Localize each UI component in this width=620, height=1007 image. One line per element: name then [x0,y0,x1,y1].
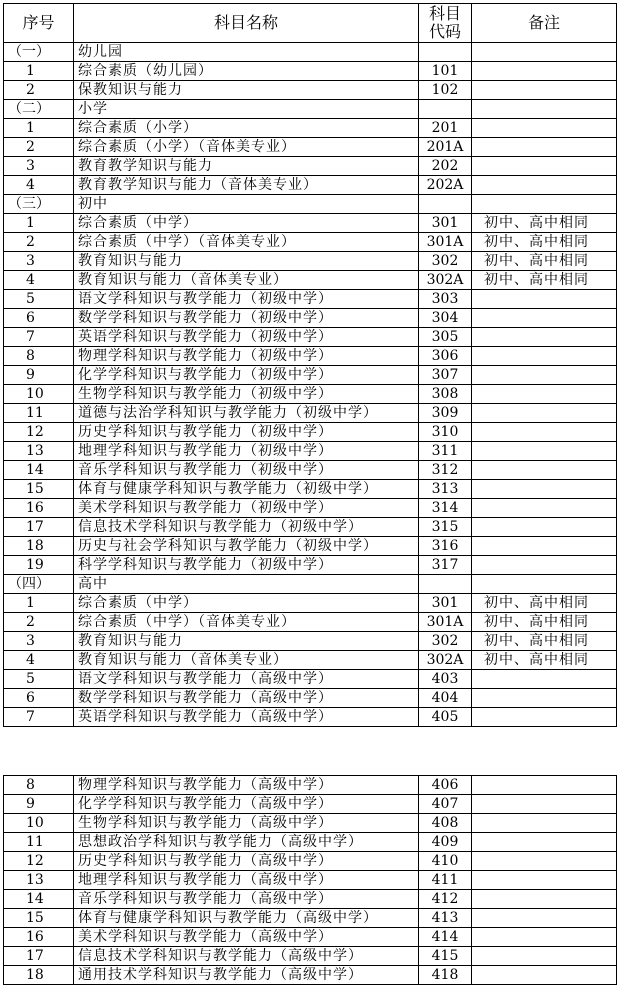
remarks-cell [472,290,617,309]
subject-name-cell: 生物学科知识与教学能力（初级中学） [74,385,419,404]
serial-number-cell: 7 [4,328,74,347]
table-row [4,252,617,271]
remarks-cell [472,81,617,100]
subject-name-cell: 化学学科知识与教学能力（高级中学） [74,795,419,814]
subject-code-cell [419,575,472,594]
serial-number-cell: 1 [4,62,74,81]
subject-name-cell: 语文学科知识与教学能力（高级中学） [74,670,419,689]
subject-name-cell: 历史学科知识与教学能力（初级中学） [74,423,419,442]
subject-code-cell: 418 [419,966,472,985]
subject-code-cell: 302 [419,632,472,651]
subject-code-cell: 311 [419,442,472,461]
remarks-cell: 初中、高中相同 [472,613,617,632]
subject-name-cell: 教育教学知识与能力（音体美专业） [74,176,419,195]
subject-code-cell: 406 [419,776,472,795]
header-subject-code-line2: 代码 [428,22,461,41]
subject-code-cell: 405 [419,708,472,727]
serial-number-cell: 9 [4,366,74,385]
table-row [4,556,617,575]
subject-code-cell: 313 [419,480,472,499]
serial-number-cell: （四） [4,575,74,594]
subject-name-cell: 音乐学科知识与教学能力（初级中学） [74,461,419,480]
subject-code-cell: 202 [419,157,472,176]
serial-number-cell: 17 [4,518,74,537]
table-row [4,347,617,366]
remarks-cell: 初中、高中相同 [472,252,617,271]
serial-number-cell: 16 [4,499,74,518]
remarks-cell [472,461,617,480]
serial-number-cell: （一） [4,43,74,62]
subject-table-part-2 [3,775,617,985]
remarks-cell [472,62,617,81]
remarks-cell [472,795,617,814]
remarks-cell [472,138,617,157]
subject-name-cell: 综合素质（中学） [74,214,419,233]
remarks-cell: 初中、高中相同 [472,271,617,290]
subject-code-cell: 101 [419,62,472,81]
header-subject-code-line1: 科目 [428,4,461,23]
subject-name-cell: 英语学科知识与教学能力（高级中学） [74,708,419,727]
subject-code-cell [419,195,472,214]
subject-code-cell: 312 [419,461,472,480]
subject-name-cell: 数学学科知识与教学能力（初级中学） [74,309,419,328]
remarks-cell: 初中、高中相同 [472,233,617,252]
remarks-cell [472,966,617,985]
table-row [4,81,617,100]
subject-code-cell: 201 [419,119,472,138]
remarks-cell: 初中、高中相同 [472,651,617,670]
remarks-cell [472,328,617,347]
section-row [4,575,617,594]
serial-number-cell: 5 [4,670,74,689]
table-row [4,366,617,385]
subject-code-cell: 304 [419,309,472,328]
remarks-cell [472,909,617,928]
subject-name-cell: 数学学科知识与教学能力（高级中学） [74,689,419,708]
remarks-cell [472,43,617,62]
table-row [4,385,617,404]
serial-number-cell: 13 [4,871,74,890]
table-body-part-1 [4,43,617,727]
subject-name-cell: 初中 [74,195,419,214]
serial-number-cell: 16 [4,928,74,947]
subject-name-cell: 教育知识与能力（音体美专业） [74,271,419,290]
serial-number-cell: 19 [4,556,74,575]
subject-name-cell: 历史学科知识与教学能力（高级中学） [74,852,419,871]
table-row [4,708,617,727]
section-row [4,100,617,119]
table-row [4,537,617,556]
subject-code-cell: 303 [419,290,472,309]
subject-name-cell: 思想政治学科知识与教学能力（高级中学） [74,833,419,852]
serial-number-cell: 3 [4,252,74,271]
remarks-cell [472,100,617,119]
header-subject-code [419,4,472,43]
remarks-cell [472,776,617,795]
subject-code-cell: 201A [419,138,472,157]
subject-code-cell: 308 [419,385,472,404]
serial-number-cell: 7 [4,708,74,727]
subject-name-cell: 综合素质（中学） [74,594,419,613]
subject-name-cell: 综合素质（小学） [74,119,419,138]
table-row [4,442,617,461]
subject-code-cell: 307 [419,366,472,385]
serial-number-cell: 3 [4,157,74,176]
subject-name-cell: 科学学科知识与教学能力（初级中学） [74,556,419,575]
subject-table-part-1 [3,3,617,727]
subject-code-cell: 305 [419,328,472,347]
subject-code-cell: 404 [419,689,472,708]
table-row [4,594,617,613]
subject-name-cell: 物理学科知识与教学能力（初级中学） [74,347,419,366]
serial-number-cell: 6 [4,309,74,328]
subject-name-cell: 教育知识与能力 [74,632,419,651]
table-row [4,157,617,176]
table-row [4,632,617,651]
subject-name-cell: 小学 [74,100,419,119]
subject-code-cell: 302A [419,271,472,290]
serial-number-cell: 11 [4,404,74,423]
table-row [4,423,617,442]
subject-name-cell: 地理学科知识与教学能力（初级中学） [74,442,419,461]
remarks-cell [472,518,617,537]
serial-number-cell: 14 [4,461,74,480]
table-row [4,214,617,233]
table-row [4,776,617,795]
serial-number-cell: 3 [4,632,74,651]
subject-code-cell: 403 [419,670,472,689]
subject-name-cell: 综合素质（小学）（音体美专业） [74,138,419,157]
header-remarks: 备注 [472,4,617,43]
subject-code-cell: 415 [419,947,472,966]
subject-code-cell: 408 [419,814,472,833]
remarks-cell [472,157,617,176]
table-row [4,966,617,985]
subject-name-cell: 高中 [74,575,419,594]
remarks-cell: 初中、高中相同 [472,632,617,651]
subject-name-cell: 综合素质（中学）（音体美专业） [74,233,419,252]
serial-number-cell: 1 [4,214,74,233]
subject-name-cell: 教育知识与能力 [74,252,419,271]
remarks-cell [472,708,617,727]
table-row [4,62,617,81]
serial-number-cell: 2 [4,81,74,100]
table-row [4,309,617,328]
serial-number-cell: 10 [4,814,74,833]
serial-number-cell: 1 [4,119,74,138]
remarks-cell: 初中、高中相同 [472,594,617,613]
table-row [4,795,617,814]
subject-name-cell: 信息技术学科知识与教学能力（高级中学） [74,947,419,966]
remarks-cell [472,404,617,423]
subject-code-cell: 413 [419,909,472,928]
table-row [4,328,617,347]
remarks-cell [472,195,617,214]
subject-name-cell: 信息技术学科知识与教学能力（初级中学） [74,518,419,537]
serial-number-cell: 8 [4,347,74,366]
remarks-cell [472,537,617,556]
subject-code-cell: 202A [419,176,472,195]
subject-code-cell: 310 [419,423,472,442]
remarks-cell [472,499,617,518]
table-row [4,233,617,252]
table-row [4,138,617,157]
subject-name-cell: 音乐学科知识与教学能力（高级中学） [74,890,419,909]
subject-code-cell [419,43,472,62]
subject-name-cell: 美术学科知识与教学能力（初级中学） [74,499,419,518]
serial-number-cell: 8 [4,776,74,795]
table-row [4,947,617,966]
serial-number-cell: 2 [4,233,74,252]
subject-code-cell: 414 [419,928,472,947]
subject-code-cell: 302 [419,252,472,271]
table-row [4,833,617,852]
remarks-cell [472,852,617,871]
header-serial-number: 序号 [4,4,74,43]
header-subject-name: 科目名称 [74,4,419,43]
subject-code-cell: 301A [419,613,472,632]
section-row [4,43,617,62]
table-body-part-2 [4,776,617,985]
remarks-cell [472,442,617,461]
remarks-cell [472,890,617,909]
subject-code-cell [419,100,472,119]
subject-code-cell: 412 [419,890,472,909]
serial-number-cell: 15 [4,909,74,928]
subject-code-cell: 301A [419,233,472,252]
remarks-cell [472,366,617,385]
subject-name-cell: 化学学科知识与教学能力（初级中学） [74,366,419,385]
table-row [4,119,617,138]
table-header-row [4,4,617,43]
section-row [4,195,617,214]
subject-name-cell: 语文学科知识与教学能力（初级中学） [74,290,419,309]
table-row [4,909,617,928]
subject-name-cell: 美术学科知识与教学能力（高级中学） [74,928,419,947]
subject-code-cell: 102 [419,81,472,100]
subject-code-cell: 407 [419,795,472,814]
remarks-cell [472,814,617,833]
serial-number-cell: 12 [4,852,74,871]
subject-code-cell: 410 [419,852,472,871]
subject-code-cell: 409 [419,833,472,852]
serial-number-cell: （三） [4,195,74,214]
table-row [4,670,617,689]
remarks-cell [472,670,617,689]
serial-number-cell: 4 [4,651,74,670]
remarks-cell [472,575,617,594]
subject-name-cell: 教育教学知识与能力 [74,157,419,176]
serial-number-cell: 15 [4,480,74,499]
serial-number-cell: 17 [4,947,74,966]
remarks-cell [472,833,617,852]
serial-number-cell: 14 [4,890,74,909]
remarks-cell [472,556,617,575]
remarks-cell [472,871,617,890]
table-row [4,461,617,480]
table-row [4,518,617,537]
subject-name-cell: 道德与法治学科知识与教学能力（初级中学） [74,404,419,423]
table-row [4,689,617,708]
serial-number-cell: （二） [4,100,74,119]
table-row [4,613,617,632]
remarks-cell: 初中、高中相同 [472,214,617,233]
subject-name-cell: 通用技术学科知识与教学能力（高级中学） [74,966,419,985]
table-row [4,871,617,890]
serial-number-cell: 2 [4,138,74,157]
table-row [4,814,617,833]
subject-name-cell: 综合素质（幼儿园） [74,62,419,81]
table-row [4,290,617,309]
serial-number-cell: 9 [4,795,74,814]
subject-code-cell: 301 [419,594,472,613]
table-row [4,852,617,871]
table-row [4,928,617,947]
serial-number-cell: 5 [4,290,74,309]
remarks-cell [472,928,617,947]
serial-number-cell: 6 [4,689,74,708]
serial-number-cell: 18 [4,537,74,556]
serial-number-cell: 1 [4,594,74,613]
remarks-cell [472,947,617,966]
subject-code-cell: 306 [419,347,472,366]
remarks-cell [472,119,617,138]
remarks-cell [472,309,617,328]
remarks-cell [472,480,617,499]
subject-code-cell: 309 [419,404,472,423]
serial-number-cell: 13 [4,442,74,461]
subject-name-cell: 综合素质（中学）（音体美专业） [74,613,419,632]
table-row [4,404,617,423]
table-row [4,499,617,518]
subject-name-cell: 体育与健康学科知识与教学能力（高级中学） [74,909,419,928]
subject-code-cell: 317 [419,556,472,575]
serial-number-cell: 2 [4,613,74,632]
subject-code-cell: 314 [419,499,472,518]
serial-number-cell: 18 [4,966,74,985]
subject-name-cell: 生物学科知识与教学能力（高级中学） [74,814,419,833]
subject-name-cell: 幼儿园 [74,43,419,62]
remarks-cell [472,347,617,366]
serial-number-cell: 11 [4,833,74,852]
table-row [4,271,617,290]
table-row [4,480,617,499]
subject-name-cell: 教育知识与能力（音体美专业） [74,651,419,670]
remarks-cell [472,385,617,404]
subject-name-cell: 保教知识与能力 [74,81,419,100]
subject-code-cell: 302A [419,651,472,670]
serial-number-cell: 4 [4,271,74,290]
serial-number-cell: 4 [4,176,74,195]
subject-name-cell: 体育与健康学科知识与教学能力（初级中学） [74,480,419,499]
subject-name-cell: 历史与社会学科知识与教学能力（初级中学） [74,537,419,556]
table-row [4,890,617,909]
table-row [4,651,617,670]
subject-name-cell: 英语学科知识与教学能力（初级中学） [74,328,419,347]
subject-name-cell: 物理学科知识与教学能力（高级中学） [74,776,419,795]
subject-code-cell: 316 [419,537,472,556]
remarks-cell [472,176,617,195]
remarks-cell [472,423,617,442]
subject-code-cell: 315 [419,518,472,537]
remarks-cell [472,689,617,708]
subject-code-cell: 411 [419,871,472,890]
serial-number-cell: 12 [4,423,74,442]
subject-code-cell: 301 [419,214,472,233]
subject-name-cell: 地理学科知识与教学能力（高级中学） [74,871,419,890]
table-row [4,176,617,195]
serial-number-cell: 10 [4,385,74,404]
